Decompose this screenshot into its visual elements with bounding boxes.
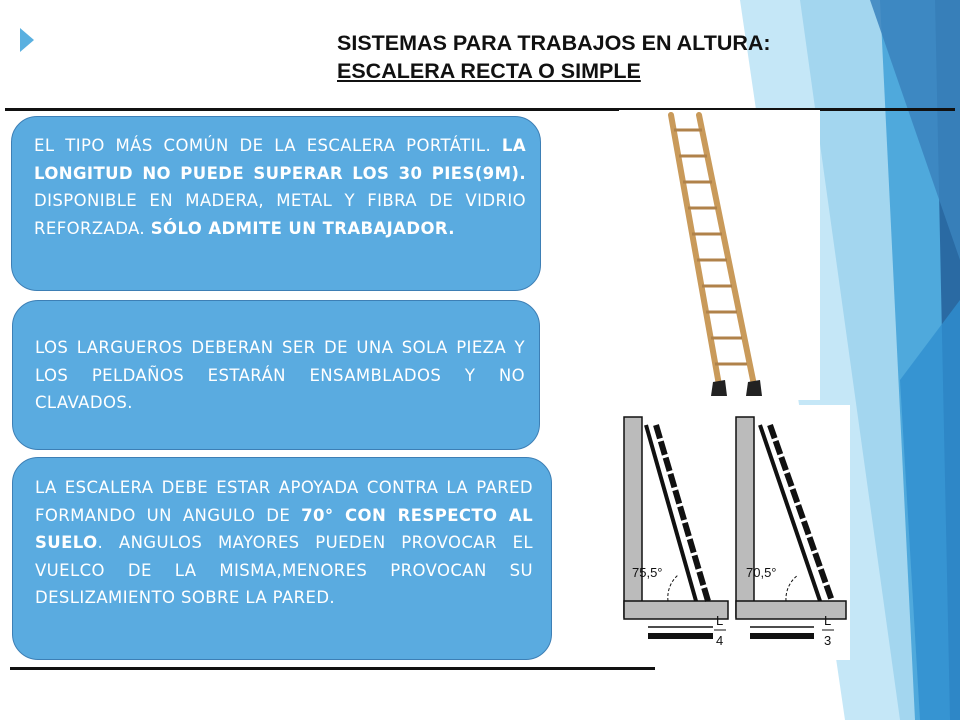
right-fraction-den: 3: [824, 633, 832, 648]
ladder-photo: [619, 110, 820, 400]
slide-title: [337, 29, 771, 85]
left-fraction-num: L: [716, 613, 724, 628]
box1-seg-2: LA LONGITUD NO PUEDE SUPERAR LOS 30 PIES(9M).: [34, 136, 526, 183]
info-box-3-text: [35, 474, 533, 612]
info-box-1: [11, 116, 541, 291]
box3-seg-2: 70° CON RESPECTO AL SUELO: [35, 505, 533, 552]
box1-seg-3: DISPONIBLE EN MADERA, METAL Y FIBRA DE VIDRIO REFORZADA.: [34, 191, 526, 238]
box2-seg-1: LOS LARGUEROS DEBERAN SER DE UNA SOLA PIEZA Y LOS PELDAÑOS ESTARÁN ENSAMBLADOS Y NO CLAVADOS.: [35, 338, 525, 412]
angle-diagram: [618, 405, 850, 660]
left-angle-label: 75,5°: [632, 565, 663, 580]
info-box-2: [12, 300, 540, 450]
bottom-divider: [10, 667, 655, 670]
left-wall-figure: [624, 417, 728, 639]
box3-seg-3: . ANGULOS MAYORES PUEDEN PROVOCAR EL VUELCO DE LA MISMA,MENORES PROVOCAN SU DESLIZAMIENTO SOBRE LA PARED.: [35, 533, 533, 607]
box1-seg-1: EL TIPO MÁS COMÚN DE LA ESCALERA PORTÁTIL.: [34, 136, 502, 155]
title-line-1: SISTEMAS PARA TRABAJOS EN ALTURA:: [337, 31, 771, 55]
arrow-icon: [20, 28, 34, 52]
info-box-2-text: [35, 334, 525, 417]
box3-seg-1: LA ESCALERA DEBE ESTAR APOYADA CONTRA LA PARED FORMANDO UN ANGULO DE: [35, 478, 533, 525]
title-line-2: ESCALERA RECTA O SIMPLE: [337, 59, 641, 83]
info-box-1-text: [34, 132, 526, 242]
right-angle-label: 70,5°: [746, 565, 777, 580]
ladder-image: [619, 110, 820, 400]
right-fraction-num: L: [824, 613, 832, 628]
angle-diagram-svg: [618, 405, 850, 660]
box1-seg-4: SÓLO ADMITE UN TRABAJADOR.: [150, 218, 455, 238]
info-box-3: [12, 457, 552, 660]
right-wall-figure: [736, 417, 846, 639]
left-fraction-den: 4: [716, 633, 724, 648]
